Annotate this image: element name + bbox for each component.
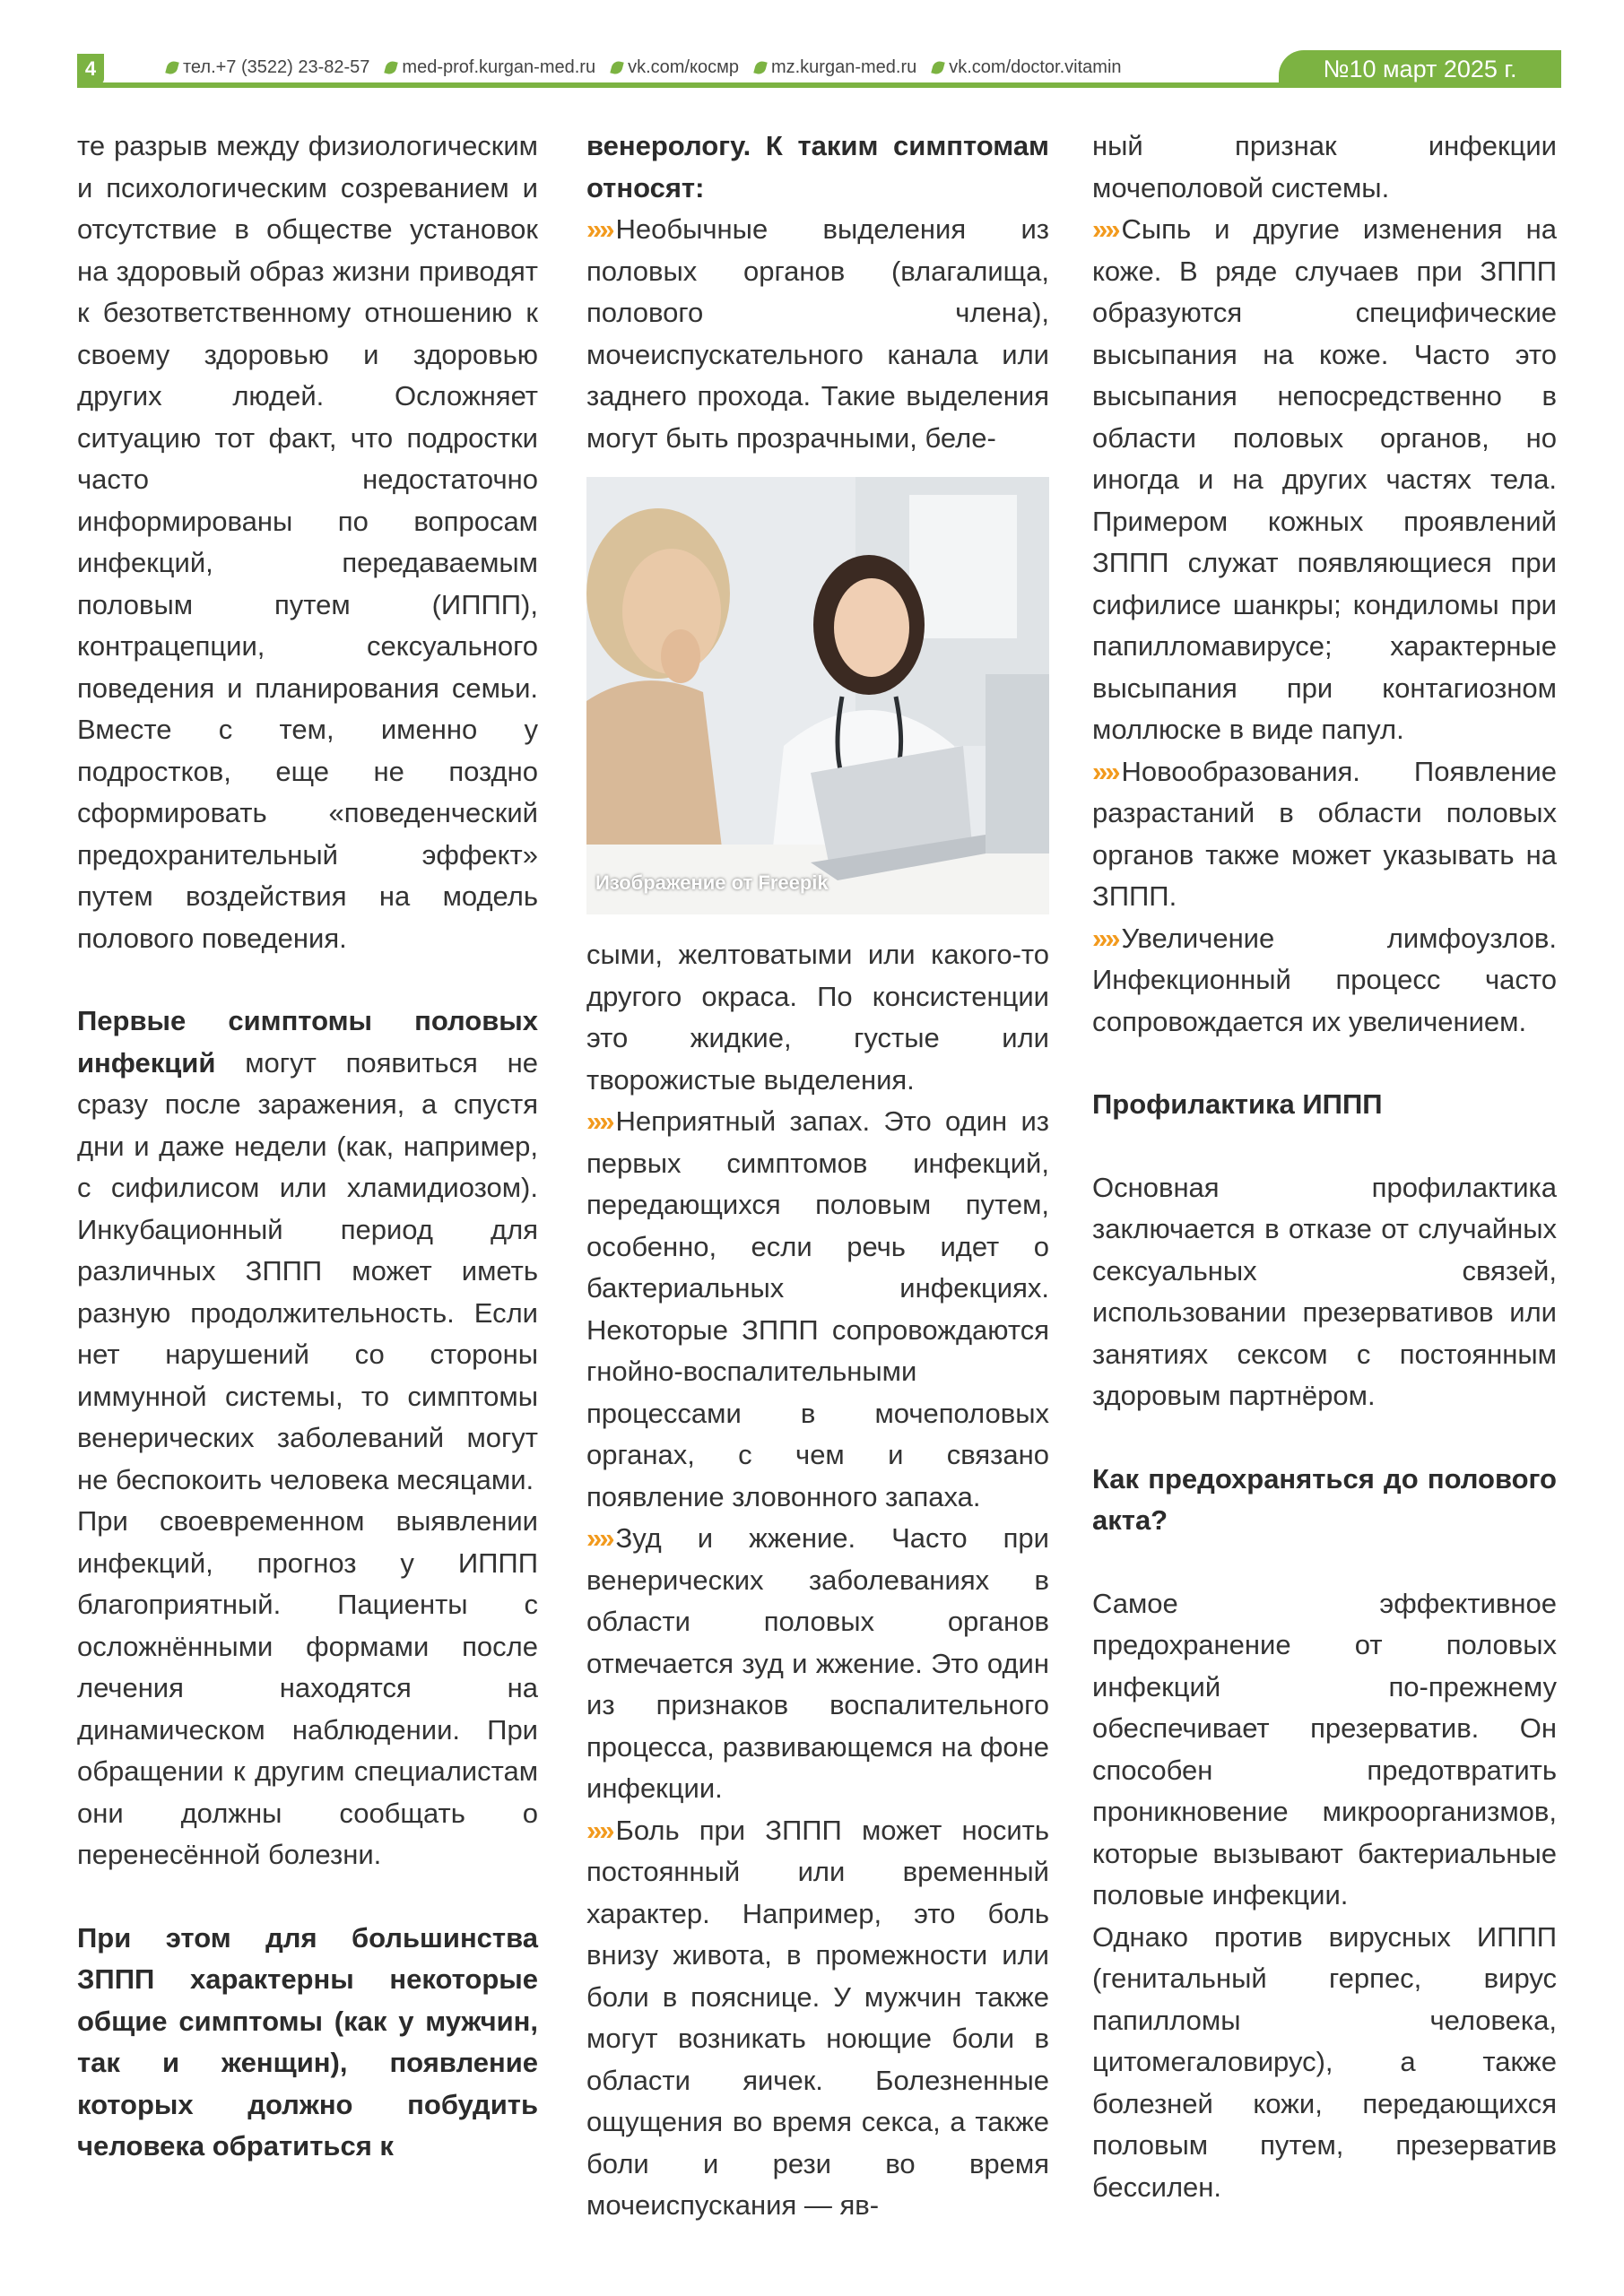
page-number: 4 [77,54,104,84]
paragraph: ный признак инфекции мочеполовой системы. [1092,130,1557,204]
double-chevron-icon: »» [586,213,612,245]
section-heading: Профилактика ИППП [1092,1088,1383,1120]
paragraph [77,1001,538,1501]
column-3 [1092,126,1557,2208]
bullet-item [1092,209,1557,751]
bullet-text: Увеличение лимфоузлов. Инфекционный процесс часто сопровождается их увеличением. [1092,922,1557,1037]
header-link-text[interactable]: vk.com/doctor.vitamin [949,56,1122,77]
doctor-consultation-photo [586,477,1049,914]
bullet-text: Необычные выделения из половых органов (влагалища, полового члена), мочеиспускательного канала или заднего прохода. Такие выделения могут быть прозрачными, беле- [586,213,1049,454]
bullet-text: Новообразования. Появление разрастаний в области половых органов также может указывать на ЗППП. [1092,755,1557,912]
leaf-bullet-icon [931,59,944,75]
header-phone [167,57,369,78]
bullet-text: Боль при ЗППП может носить постоянный или временный характер. Например, это боль внизу живота, в промежности или боли в пояснице. У мужчин также могут возникать ноющие боли в области яичек. Болезненные ощущения во время секса, а также боли и рези во время мочеиспускания — яв- [586,1814,1049,2221]
paragraph: Однако против вирусных ИППП (генитальный герпес, вирус папилломы человека, цитомегаловирус), а также болезней кожи, передающихся половым путем, презерватив бессилен. [1092,1920,1557,2203]
bullet-item [1092,751,1557,918]
header-link-med-prof[interactable] [386,57,595,78]
bullet-item [586,1518,1049,1810]
section-heading: Как предохраняться до полового акта? [1092,1462,1557,1536]
paragraph: те разрыв между физиологическим и психологическим созреванием и отсутствие в обществе установок на здоровый образ жизни приводят к безответственному отношению к своему здоровью и здоровью других людей. Осложняет ситуацию тот факт, что подростки часто недостаточно информированы по вопросам инфекций, передаваемым половым путем (ИППП), контрацепции, сексуального поведения и планирования семьи. Вместе с тем, именно у подростков, еще не поздно сформировать «поведенческий предохранительный эффект» путем воздействия на модель полового поведения. [77,130,538,954]
bullet-item [586,209,1049,459]
photo-credit: Изображение от Freepik [595,871,829,894]
column-1 [77,126,538,2168]
double-chevron-icon: »» [1092,755,1118,787]
lead-bold: Первые симптомы половых инфекций [77,1005,538,1079]
header-link-text[interactable]: mz.kurgan-med.ru [770,56,917,77]
header-contacts [167,54,1122,81]
leaf-bullet-icon [385,59,398,75]
double-chevron-icon: »» [1092,213,1118,245]
bullet-text: Неприятный запах. Это один из первых симптомов инфекций, передающихся половым путем, особенно, если речь идет о бактериальных инфекциях. Некоторые ЗППП сопровождаются гнойно-воспалительными процессами в мочеполовых органах, с чем и связано появление зловонного запаха. [586,1105,1049,1512]
bullet-text: Зуд и жжение. Часто при венерических заболеваниях в области половых органов отмечается зуд и жжение. Это один из признаков воспалительного процесса, развивающемся на фоне инфекции. [586,1522,1049,1804]
paragraph-text: могут появиться не сразу после заражения, а спустя дни и даже недели (как, например, с сифилисом или хламидиозом). Инкубационный период для различных ЗППП может иметь разную продолжительность. Если нет нарушений со стороны иммунной системы, то симптомы венерических заболеваний могут не беспокоить человека месяцами. [77,1046,538,1495]
header-phone-text: тел.+7 (3522) 23-82-57 [183,56,370,77]
paragraph: сыми, желтоватыми или какого-то другого окраса. По консистенции это жидкие, густые или творожистые выделения. [586,939,1049,1096]
double-chevron-icon: »» [586,1814,612,1846]
header-link-text[interactable]: med-prof.kurgan-med.ru [402,56,596,77]
issue-badge: №10 март 2025 г. [1279,50,1561,88]
bold-paragraph: При этом для большинства ЗППП характерны некоторые общие симптомы (как у мужчин, так и женщин), появление которых должно побудить человека обратиться к [77,1921,538,2162]
header-link-vk-doctor[interactable] [933,57,1121,78]
bullet-text: Сыпь и другие изменения на коже. В ряде случаев при ЗППП образуются специфические высыпания на коже. Часто это высыпания непосредственно в области половых органов, но иногда и на других частях тела. Примером кожных проявлений ЗППП служат появляющиеся при сифилисе шанкры; кондиломы при папилломавирусе; характерные высыпания при контагиозном моллюске в виде папул. [1092,213,1557,745]
bold-paragraph: венерологу. К таким симптомам относят: [586,130,1049,204]
header-link-text[interactable]: vk.com/космр [628,56,739,77]
paragraph: При своевременном выявлении инфекций, прогноз у ИППП благоприятный. Пациенты с осложнёнными формами после лечения находятся на динамическом наблюдении. При обращении к другим специалистам они должны сообщать о перенесённой болезни. [77,1505,538,1870]
header-link-vk-kosmr[interactable] [612,57,739,78]
leaf-bullet-icon [610,59,623,75]
paragraph: Самое эффективное предохранение от половых инфекций по-прежнему обеспечивает презерватив. Он способен предотвратить проникновение микроорганизмов, которые вызывают бактериальные половые инфекции. [1092,1587,1557,1910]
double-chevron-icon: »» [586,1522,612,1554]
bullet-item [586,1810,1049,2227]
double-chevron-icon: »» [586,1105,612,1137]
header-link-mz[interactable] [755,57,916,78]
paragraph: Основная профилактика заключается в отказе от случайных сексуальных связей, использовании презервативов или занятиях сексом с постоянным здоровым партнёром. [1092,1171,1557,1411]
bullet-item [1092,918,1557,1044]
bullet-item [586,1101,1049,1518]
leaf-bullet-icon [165,59,178,75]
column-2 [586,126,1049,2227]
double-chevron-icon: »» [1092,922,1118,954]
leaf-bullet-icon [753,59,767,75]
page-header [77,54,1561,84]
photo-illustration [586,477,1049,914]
